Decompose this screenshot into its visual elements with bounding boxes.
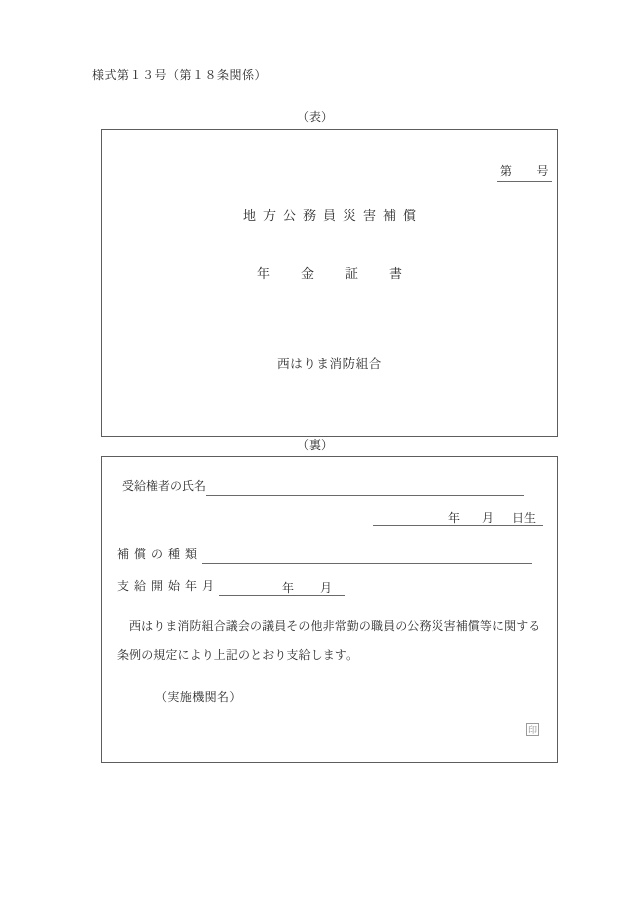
recipient-name-input[interactable] (206, 481, 524, 496)
front-panel (101, 129, 558, 437)
form-number-heading: 様式第１３号（第１８条関係） (92, 68, 268, 82)
seal-icon: 印 (527, 725, 537, 735)
compensation-type-row (117, 545, 532, 564)
certificate-sub-title: 年金証書 (256, 266, 433, 281)
birth-month-unit: 月 (471, 509, 505, 526)
statement-paragraph: 西はりま消防組合議会の議員その他非常勤の職員の公務災害補償等に関する条例の規定により上記のとおり支給します。 (117, 619, 541, 662)
compensation-type-label: 補償の種類 (117, 547, 203, 561)
birth-year-input[interactable] (373, 511, 437, 526)
birth-day-unit: 日生 (505, 509, 543, 526)
birth-date-row (122, 509, 543, 526)
issuing-organization: 西はりま消防組合 (277, 357, 382, 371)
payment-start-year-input[interactable] (219, 581, 269, 596)
compensation-type-input[interactable] (202, 549, 532, 564)
recipient-name-row (122, 477, 524, 496)
recipient-name-label: 受給権者の氏名 (122, 479, 207, 493)
document-number-field (497, 162, 552, 182)
payment-start-year-unit: 年 (269, 579, 307, 596)
front-panel-label: （表） (296, 110, 333, 124)
implementing-agency-label: （実施機関名） (155, 690, 242, 704)
payment-start-row (117, 577, 345, 596)
certificate-main-title: 地方公務員災害補償 (242, 208, 423, 223)
document-number-prefix: 第 (499, 164, 513, 178)
birth-year-unit: 年 (437, 509, 471, 526)
back-panel (101, 456, 558, 763)
payment-start-month-unit: 月 (307, 579, 345, 596)
payment-start-label: 支給開始年月 (117, 579, 220, 593)
document-number-suffix: 号 (536, 164, 549, 178)
back-panel-label: （裏） (296, 438, 333, 452)
